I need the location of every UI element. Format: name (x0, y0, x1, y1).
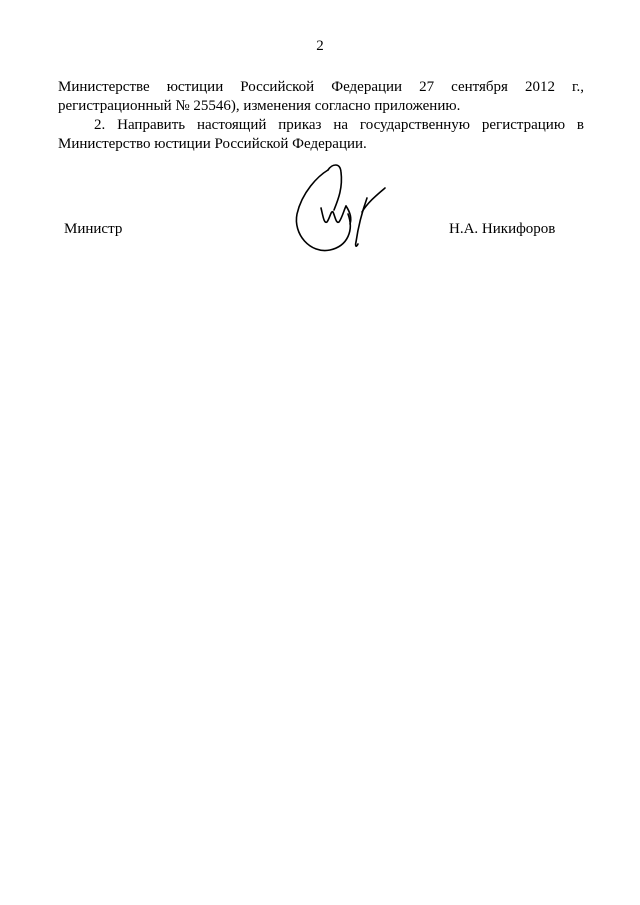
body-line-1: Министерстве юстиции Российской Федерации 27 сентября 2012 г., (58, 79, 584, 95)
body-line-4: Министерство юстиции Российской Федерации. (58, 136, 367, 152)
signer-title: Министр (64, 221, 123, 237)
body-line-2: регистрационный № 25546), изменения согласно приложению. (58, 98, 461, 114)
signature-drawing (288, 152, 388, 257)
signer-name: Н.А. Никифоров (449, 221, 556, 237)
page-number: 2 (316, 38, 324, 54)
paragraph-2 (58, 116, 584, 154)
handwritten-signature (288, 152, 388, 257)
paragraph-1 (58, 78, 584, 116)
body-line-3: 2. Направить настоящий приказ на государственную регистрацию в (94, 117, 584, 133)
signature-row (0, 220, 640, 240)
document-body (58, 78, 584, 154)
